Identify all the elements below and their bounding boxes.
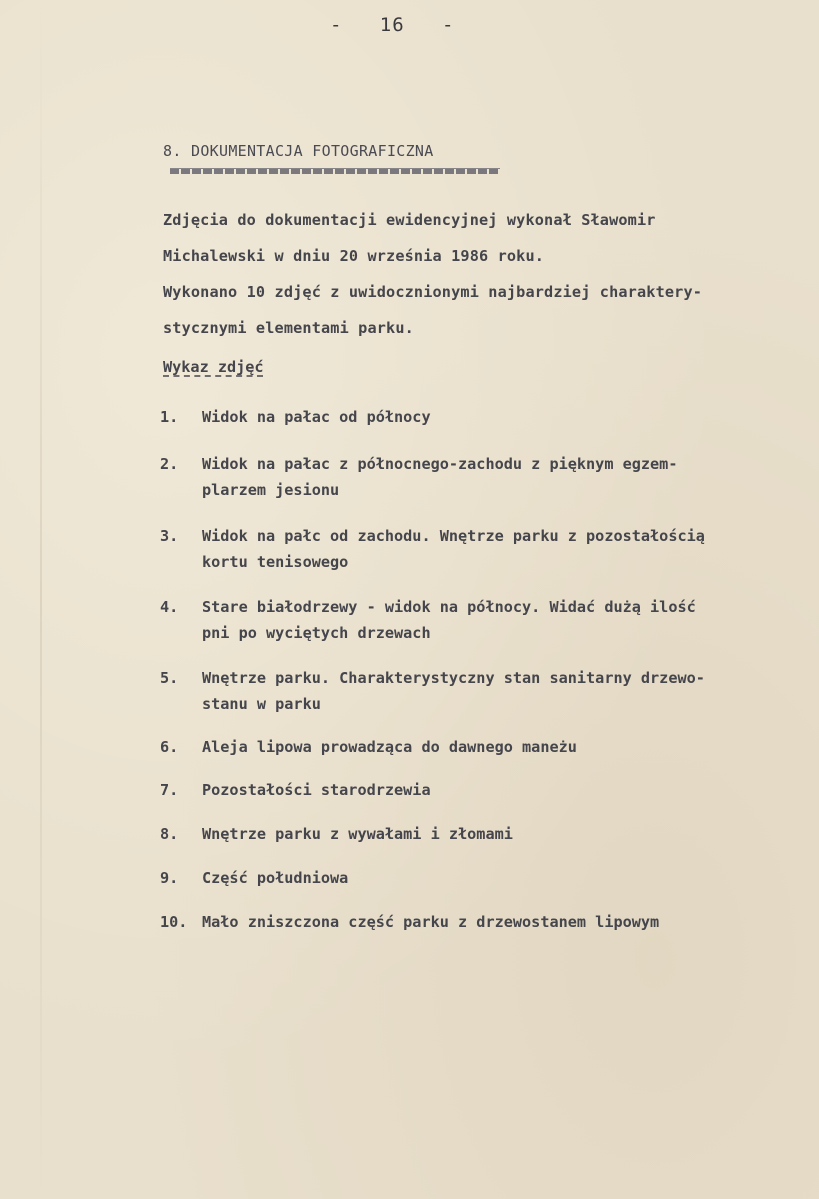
list-item-line: Mało zniszczona część parku z drzewostanem lipowym [202, 913, 660, 931]
photo-list-heading: Wykaz zdjęć [163, 358, 264, 376]
list-item-number: 8. [160, 825, 179, 843]
list-item-text [202, 734, 790, 760]
list-item-number: 5. [160, 669, 179, 687]
list-item-text [202, 777, 790, 803]
list-item-line: Aleja lipowa prowadząca do dawnego maneżu [202, 738, 577, 756]
intro-line: Zdjęcia do dokumentacji ewidencyjnej wykonał Sławomir [163, 211, 656, 229]
list-item-line: kortu tenisowego [202, 553, 349, 571]
list-item-line: Widok na pałac z północnego-zachodu z pięknym egzem- [202, 455, 678, 473]
list-item-text [202, 404, 790, 430]
intro-line: stycznymi elementami parku. [163, 319, 414, 337]
list-item-line: pni po wyciętych drzewach [202, 624, 431, 642]
list-item-number: 3. [160, 527, 179, 545]
list-item-text [202, 451, 790, 503]
section-title: 8. DOKUMENTACJA FOTOGRAFICZNA [163, 142, 434, 160]
list-item-line: plarzem jesionu [202, 481, 340, 499]
list-item-text [202, 865, 790, 891]
paper-fold-shadow [40, 0, 42, 1199]
list-item-line: Wnętrze parku z wywałami i złomami [202, 825, 513, 843]
list-item-number: 1. [160, 408, 179, 426]
list-item-text [202, 821, 790, 847]
list-item-number: 4. [160, 598, 179, 616]
list-item-number: 7. [160, 781, 179, 799]
list-item-text [202, 665, 790, 717]
list-item-line: Widok na pałac od północy [202, 408, 431, 426]
list-item-line: Wnętrze parku. Charakterystyczny stan sanitarny drzewo- [202, 669, 705, 687]
list-item-line: Stare białodrzewy - widok na północy. Widać dużą ilość [202, 598, 696, 616]
page-number: - 16 - [330, 14, 455, 36]
intro-paragraph [163, 202, 783, 346]
intro-line: Wykonano 10 zdjęć z uwidocznionymi najbardziej charaktery- [163, 283, 703, 301]
list-item-number: 10. [160, 913, 188, 931]
list-item-text [202, 594, 790, 646]
list-item-number: 2. [160, 455, 179, 473]
intro-line: Michalewski w dniu 20 września 1986 roku. [163, 247, 545, 265]
list-item-line: Pozostałości starodrzewia [202, 781, 431, 799]
list-item-line: Widok na pałc od zachodu. Wnętrze parku z pozostałością [202, 527, 705, 545]
list-item-number: 6. [160, 738, 179, 756]
list-item-text [202, 909, 790, 935]
list-item-number: 9. [160, 869, 179, 887]
section-title-underline [170, 168, 500, 174]
list-item-line: Część południowa [202, 869, 349, 887]
list-item-line: stanu w parku [202, 695, 321, 713]
list-item-text [202, 523, 790, 575]
